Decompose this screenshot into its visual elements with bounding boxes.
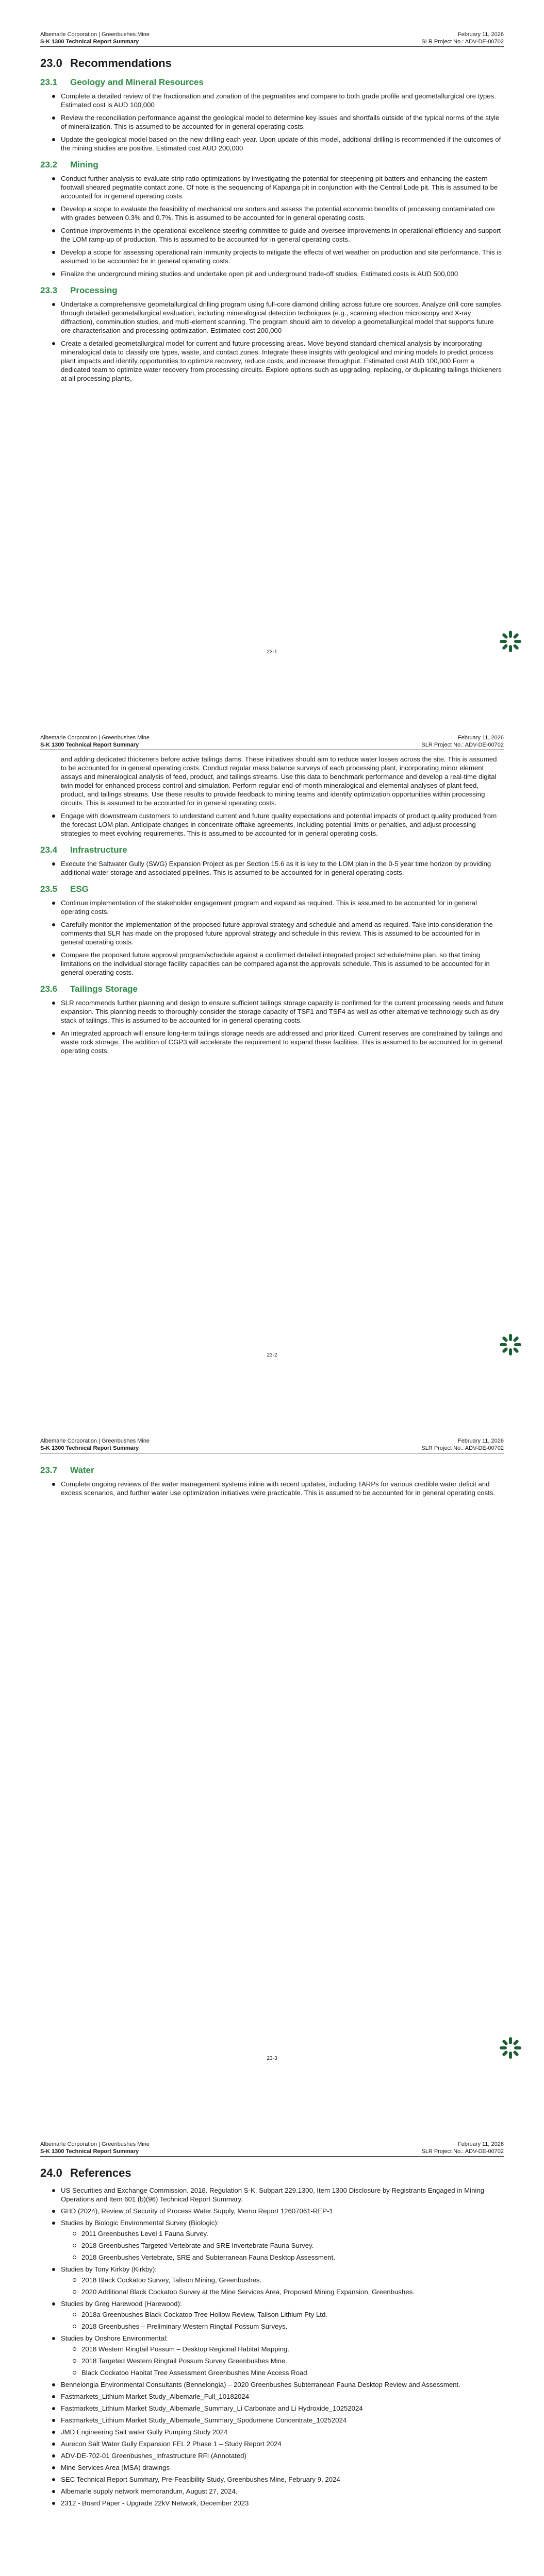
page-2: [0, 703, 544, 1406]
reference-subitem: 2020 Additional Black Cockatoo Survey at the Mine Services Area, Proposed Mining Expansion, Greenbushes.: [81, 2287, 504, 2296]
header-project: SLR Project No.: ADV-DE-00702: [421, 2148, 504, 2155]
page-number: 23-3: [267, 2056, 277, 2061]
reference-item: Fastmarkets_Lithium Market Study_Albemarle_Summary_Spodumene Concentrate_10252024: [61, 2416, 504, 2425]
subsection-heading-23-5: 23.5 ESG: [40, 884, 89, 894]
list-item: Undertake a comprehensive geometallurgical drilling program using full-core diamond drilling across future ore sources. Analyze drill core samples through detailed geometallurgical evaluation, including mineralogical detection techniques (e.g., scanning electron microscopy and X-ray diffraction), comminution studies, and multi-element scanning. The program should aim to develop a geometallurgical model that supports future ore characterisation and processing optimization. Estimated cost 200,000: [61, 300, 504, 335]
subsection-heading-23-4: 23.4 Infrastructure: [40, 845, 127, 855]
section-heading-23: 23.0 Recommendations: [40, 57, 172, 70]
slr-logo-icon: [498, 1332, 523, 1358]
bullet-list: [40, 899, 504, 977]
page-header: [40, 2141, 504, 2157]
header-company: Albemarle Corporation | Greenbushes Mine: [40, 2141, 150, 2147]
continued-paragraph: and adding dedicated thickeners before active tailings dams. These initiatives should aim to reduce water losses across the site. This is assumed to be accounted for in general operating costs. Conduct regular mass balance surveys of each processing plant, incorporating minor element assays and mineralogical analysis of feed, product, and tailings streams. Use this data to benchmark performance and develop a real-time digital twin model for enhanced process control and simulation. Perform regular end-of-month mineralogical and elemental analyses of plant feed, product, and tailings streams. Use these results to provide feedback to mining teams and identify optimization opportunities within processing circuits. This is assumed to be accounted for in general operating costs.: [61, 755, 497, 807]
list-item: Update the geological model based on the new drilling each year. Upon update of this model, additional drilling is recommended if the outcomes of the mining studies are positive. Estimated cost AUD 200,000: [61, 135, 504, 152]
list-item: Compare the proposed future approval program/schedule against a confirmed detailed integrated project schedule/mine plan, so that timing limitations on the individual storage facility capacities can be compared against the approvals schedule. This is assumed to be accounted for in general operating costs.: [61, 951, 504, 977]
header-project: SLR Project No.: ADV-DE-00702: [421, 39, 504, 45]
header-date: February 11, 2026: [457, 1438, 504, 1444]
header-company: Albemarle Corporation | Greenbushes Mine: [40, 31, 150, 38]
list-item: Conduct further analysis to evaluate strip ratio optimizations by investigating the potential for steepening pit batters and enhancing the eastern footwall sheared pegmatite contact zone. Of note is the sequencing of Kapanga pit in conjunction with the Central Lode pit. This is assumed to be accounted for in general operating costs.: [61, 174, 504, 200]
reference-item: Aurecon Salt Water Gully Expansion FEL 2 Phase 1 – Study Report 2024: [61, 2439, 504, 2448]
page-1: [0, 0, 544, 703]
reference-subitem: 2018a Greenbushes Black Cockatoo Tree Hollow Review, Talison Lithium Pty Ltd.: [81, 2310, 504, 2319]
header-date: February 11, 2026: [457, 2141, 504, 2147]
header-company: Albemarle Corporation | Greenbushes Mine: [40, 735, 150, 741]
slr-logo-icon: [498, 629, 523, 654]
reference-subitem: Black Cockatoo Habitat Tree Assessment Greenbushes Mine Access Road.: [81, 2368, 504, 2377]
page-3: [0, 1406, 544, 2110]
reference-item: Studies by Onshore Environmental: 2018 Western Ringtail Possum – Desktop Regional Habitat Mapping. 2018 Targeted Western Ringtail Possum Survey Greenbushes Mine. Black Cockatoo Habitat Tree Assessment Greenbushes Mine Access Road.: [61, 2334, 504, 2377]
reference-subitem: 2018 Greenbushes Vertebrate, SRE and Subterranean Fauna Desktop Assessment.: [81, 2253, 504, 2262]
reference-subitem: 2018 Targeted Western Ringtail Possum Survey Greenbushes Mine.: [81, 2357, 504, 2365]
list-item: Execute the Saltwater Gully (SWG) Expansion Project as per Section 15.6 as it is key to the LOM plan in the 0-5 year time horizon by providing additional water storage and associated pipelines. This is assumed to be accounted for in general operating costs.: [61, 859, 504, 877]
reference-item: GHD (2024), Review of Security of Process Water Supply, Memo Report 12607061-REP-1: [61, 2207, 504, 2215]
list-item: Create a detailed geometallurgical model for current and future processing areas. Move beyond standard chemical analysis by incorporating mineralogical data to classify ore types, waste, and contact zones. Integrate these insights with geological and mining models to predict process plant impacts and identify opportunities to optimize recovery, reduce costs, and increase throughput. Estimated cost AUD 100,000 Form a dedicated team to optimize water recovery from processing circuits. Explore options such as upgrading, replacing, or duplicating tailings thickeners at all processing plants,: [61, 339, 504, 383]
header-rule: [40, 2156, 504, 2157]
reference-subitem: 2018 Black Cockatoo Survey, Talison Mining, Greenbushes.: [81, 2276, 504, 2284]
subsection-heading-23-7: 23.7 Water: [40, 1465, 94, 1475]
reference-item: Studies by Greg Harewood (Harewood): 2018a Greenbushes Black Cockatoo Tree Hollow Review, Talison Lithium Pty Ltd. 2018 Greenbushes – Preliminary Western Ringtail Possum Surveys.: [61, 2299, 504, 2331]
list-item: SLR recommends further planning and design to ensure sufficient tailings storage capacity is confirmed for the current processing needs and future expansion. This planning needs to thoroughly consider the storage capacity of TSF1 and TSF4 as well as other alternative technology such as dry stack of tailings. This is assumed to be accounted for in general operating costs.: [61, 999, 504, 1024]
subsection-heading-23-3: 23.3 Processing: [40, 285, 118, 295]
bullet-list: [40, 1480, 504, 1497]
reference-item: US Securities and Exchange Commission. 2018. Regulation S-K, Subpart 229.1300, Item 1300 Disclosure by Registrants Engaged in Mining Operations and Item 601 (b)(96) Technical Report Summary.: [61, 2186, 504, 2204]
references-list: [40, 2186, 504, 2507]
list-item: Engage with downstream customers to understand current and future quality expectations and potential impacts of product quality produced from the forecast LOM plan. Anticipate changes in concentrate offtake agreements, including potential limits or penalties, and adjust processing strategies to meet evolving requirements. This is assumed to be accounted for in general operating costs.: [61, 811, 504, 838]
list-item: Finalize the underground mining studies and undertake open pit and underground trade-off studies. Estimated costs is AUD 500,000: [61, 269, 504, 278]
header-date: February 11, 2026: [457, 735, 504, 741]
reference-subitem: 2018 Greenbushes – Preliminary Western Ringtail Possum Surveys.: [81, 2322, 504, 2331]
header-report: S-K 1300 Technical Report Summary: [40, 2148, 139, 2155]
header-date: February 11, 2026: [457, 31, 504, 38]
page-4: [0, 2110, 544, 2576]
header-project: SLR Project No.: ADV-DE-00702: [421, 1445, 504, 1451]
section-heading-24: 24.0 References: [40, 2166, 131, 2179]
list-item: Complete ongoing reviews of the water management systems inline with recent updates, including TARPs for various credible water deficit and excess scenarios, and further water use optimization initiatives were practicable. This is assumed to be accounted for in general operating costs.: [61, 1480, 504, 1497]
page-number: 23-2: [267, 1352, 277, 1358]
header-project: SLR Project No.: ADV-DE-00702: [421, 742, 504, 748]
bullet-list: [40, 811, 504, 838]
reference-item: Fastmarkets_Lithium Market Study_Albemarle_Summary_Li Carbonate and Li Hydroxide_10252024: [61, 2404, 504, 2413]
reference-subitem: 2011 Greenbushes Level 1 Fauna Survey.: [81, 2229, 504, 2238]
page-header: [40, 31, 504, 47]
list-item: Develop a scope for assessing operational rain immunity projects to mitigate the effects of wet weather on production and site performance. This is assumed to be accounted for in general operating costs.: [61, 248, 504, 265]
bullet-list: [40, 859, 504, 877]
reference-item: Studies by Biologic Environmental Survey (Biologic): 2011 Greenbushes Level 1 Fauna Survey. 2018 Greenbushes Targeted Vertebrate and SRE Invertebrate Fauna Survey. 2018 Greenbushes Vertebrate, SRE and Subterranean Fauna Desktop Assessment.: [61, 2218, 504, 2262]
reference-item: Albemarle supply network memorandum, August 27, 2024.: [61, 2487, 504, 2496]
page-header: [40, 734, 504, 750]
list-item: Carefully monitor the implementation of the proposed future approval strategy and schedule and amend as required. Take into consideration the comments that SLR has made on the proposed future approval strategy and schedule in this review. This is assumed to be accounted for in general operating costs.: [61, 920, 504, 946]
reference-item: Mine Services Area (MSA) drawings: [61, 2463, 504, 2472]
list-item: An integrated approach will ensure long-term tailings storage needs are addressed and prioritized. Current reserves are constrained by tailings and waste rock storage. The addition of CGP3 will accelerate the requirement to expand these facilities. This is assumed to be accounted for in general operating costs.: [61, 1029, 504, 1055]
bullet-list: [40, 174, 504, 278]
bullet-list: [40, 300, 504, 383]
reference-item: SEC Technical Report Summary, Pre-Feasibility Study, Greenbushes Mine, February 9, 2024: [61, 2475, 504, 2484]
list-item: Develop a scope to evaluate the feasibility of mechanical ore sorters and assess the potential economic benefits of processing contaminated ore with grades between 0.3% and 0.7%. This is assumed to be accounted for in general operating costs.: [61, 205, 504, 222]
header-report: S-K 1300 Technical Report Summary: [40, 742, 139, 748]
page-header: [40, 1437, 504, 1453]
subsection-heading-23-1: 23.1 Geology and Mineral Resources: [40, 77, 204, 87]
page-number: 23-1: [267, 649, 277, 655]
slr-logo-icon: [498, 2035, 523, 2061]
list-item: Complete a detailed review of the fractionation and zonation of the pegmatites and compare to both grade profile and geometallurgical ore types. Estimated cost is AUD 100,000: [61, 92, 504, 109]
header-rule: [40, 46, 504, 47]
header-report: S-K 1300 Technical Report Summary: [40, 39, 139, 45]
reference-item: 2312 - Board Paper - Upgrade 22kV Network, December 2023: [61, 2499, 504, 2507]
reference-item: Studies by Tony Kirkby (Kirkby): 2018 Black Cockatoo Survey, Talison Mining, Greenbushes. 2020 Additional Black Cockatoo Survey at the Mine Services Area, Proposed Mining Expansion, Greenbushes.: [61, 2265, 504, 2296]
subsection-heading-23-6: 23.6 Tailings Storage: [40, 984, 138, 994]
reference-item: Bennelongia Environmental Consultants (Bennelongia) – 2020 Greenbushes Subterranean Fauna Desktop Review and Assessment.: [61, 2380, 504, 2389]
subsection-heading-23-2: 23.2 Mining: [40, 160, 98, 170]
list-item: Continue implementation of the stakeholder engagement program and expand as required. This is assumed to be accounted for in general operating costs.: [61, 899, 504, 916]
reference-subitem: 2018 Greenbushes Targeted Vertebrate and SRE Invertebrate Fauna Survey.: [81, 2241, 504, 2250]
reference-item: JMD Engineering Salt water Gully Pumping Study 2024: [61, 2428, 504, 2436]
bullet-list: [40, 92, 504, 152]
reference-subitem: 2018 Western Ringtail Possum – Desktop Regional Habitat Mapping.: [81, 2345, 504, 2353]
list-item: Continue improvements in the operational excellence steering committee to guide and oversee improvements in operational efficiency and support the LOM ramp-up of production. This is assumed to be accounted for in general operating costs.: [61, 226, 504, 244]
list-item: Review the reconciliation performance against the geological model to determine key issues and shortfalls outside of the typical norms of the style of mineralization. This is assumed to be accounted for in general operating costs.: [61, 113, 504, 131]
header-report: S-K 1300 Technical Report Summary: [40, 1445, 139, 1451]
reference-item: ADV-DE-702-01 Greenbushes_Infrastructure RFI (Annotated): [61, 2451, 504, 2460]
bullet-list: [40, 998, 504, 1055]
reference-item: Fastmarkets_Lithium Market Study_Albemarle_Full_10182024: [61, 2392, 504, 2401]
header-company: Albemarle Corporation | Greenbushes Mine: [40, 1438, 150, 1444]
